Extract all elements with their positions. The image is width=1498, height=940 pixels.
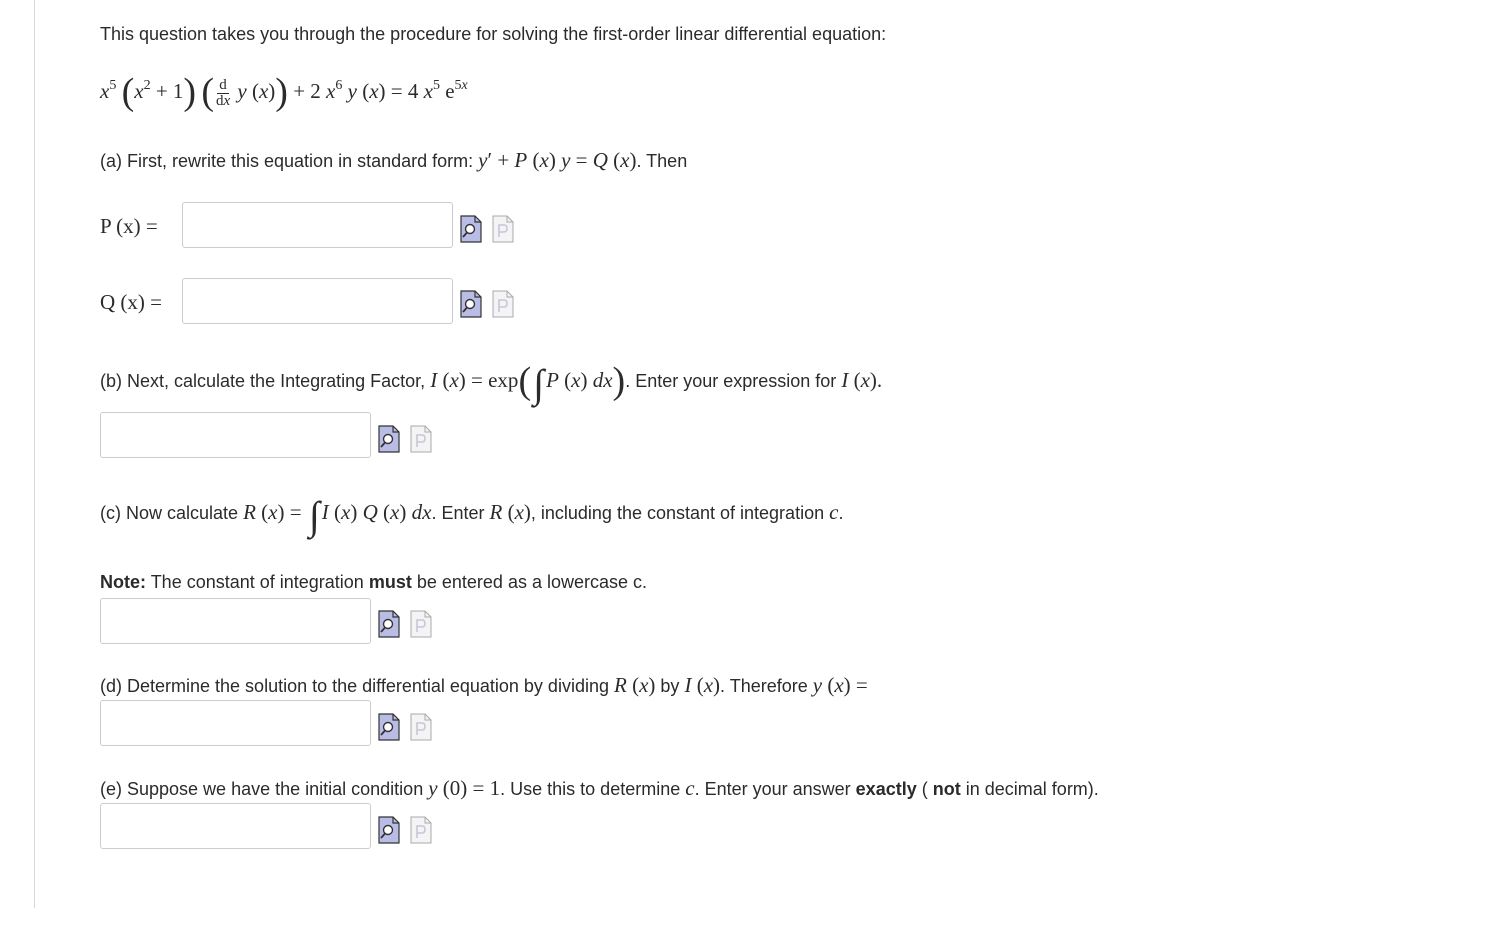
pdf-icon[interactable]: [492, 290, 514, 318]
part-c-prompt: (c) Now calculate R (x) = ∫I (x) Q (x) dx. Enter R (x), including the constant of integration c.: [100, 493, 844, 538]
r-input[interactable]: [100, 598, 371, 644]
part-b-prompt: (b) Next, calculate the Integrating Factor, I (x) = exp(∫P (x) dx). Enter your expression for I (x).: [100, 360, 883, 406]
part-a-prompt: (a) First, rewrite this equation in standard form: y′ + P (x) y = Q (x). Then: [100, 148, 688, 172]
left-divider: [34, 0, 35, 908]
integrating-factor-input[interactable]: [100, 412, 371, 458]
q-input[interactable]: [182, 278, 453, 324]
p-input[interactable]: [182, 202, 453, 248]
pdf-icon[interactable]: [410, 816, 432, 844]
intro-text: This question takes you through the procedure for solving the first-order linear differential equation:: [100, 24, 887, 44]
pdf-icon[interactable]: [492, 215, 514, 243]
part-d-prompt: (d) Determine the solution to the differential equation by dividing R (x) by I (x). Therefore y (x) =: [100, 673, 868, 697]
q-label: Q (x) =: [100, 290, 162, 314]
main-equation: $x^5$ $(x^2 + 1)$ ( $\frac{d}{dx}$ y (x)) + 2 $x^6$ y (x) = 4 $x^5$ $e^{5x}$: [100, 71, 468, 114]
pdf-icon[interactable]: [410, 425, 432, 453]
preview-icon[interactable]: [460, 215, 482, 243]
note-text: Note: The constant of integration must be entered as a lowercase c.: [100, 572, 648, 592]
part-e-prompt: (e) Suppose we have the initial condition y (0) = 1. Use this to determine c. Enter your answer exactly ( not in decimal form).: [100, 776, 1099, 800]
pdf-icon[interactable]: [410, 610, 432, 638]
preview-icon[interactable]: [378, 713, 400, 741]
solution-input[interactable]: [100, 700, 371, 746]
preview-icon[interactable]: [378, 816, 400, 844]
preview-icon[interactable]: [460, 290, 482, 318]
pdf-icon[interactable]: [410, 713, 432, 741]
c-value-input[interactable]: [100, 803, 371, 849]
preview-icon[interactable]: [378, 610, 400, 638]
p-label: P (x) =: [100, 214, 158, 238]
preview-icon[interactable]: [378, 425, 400, 453]
